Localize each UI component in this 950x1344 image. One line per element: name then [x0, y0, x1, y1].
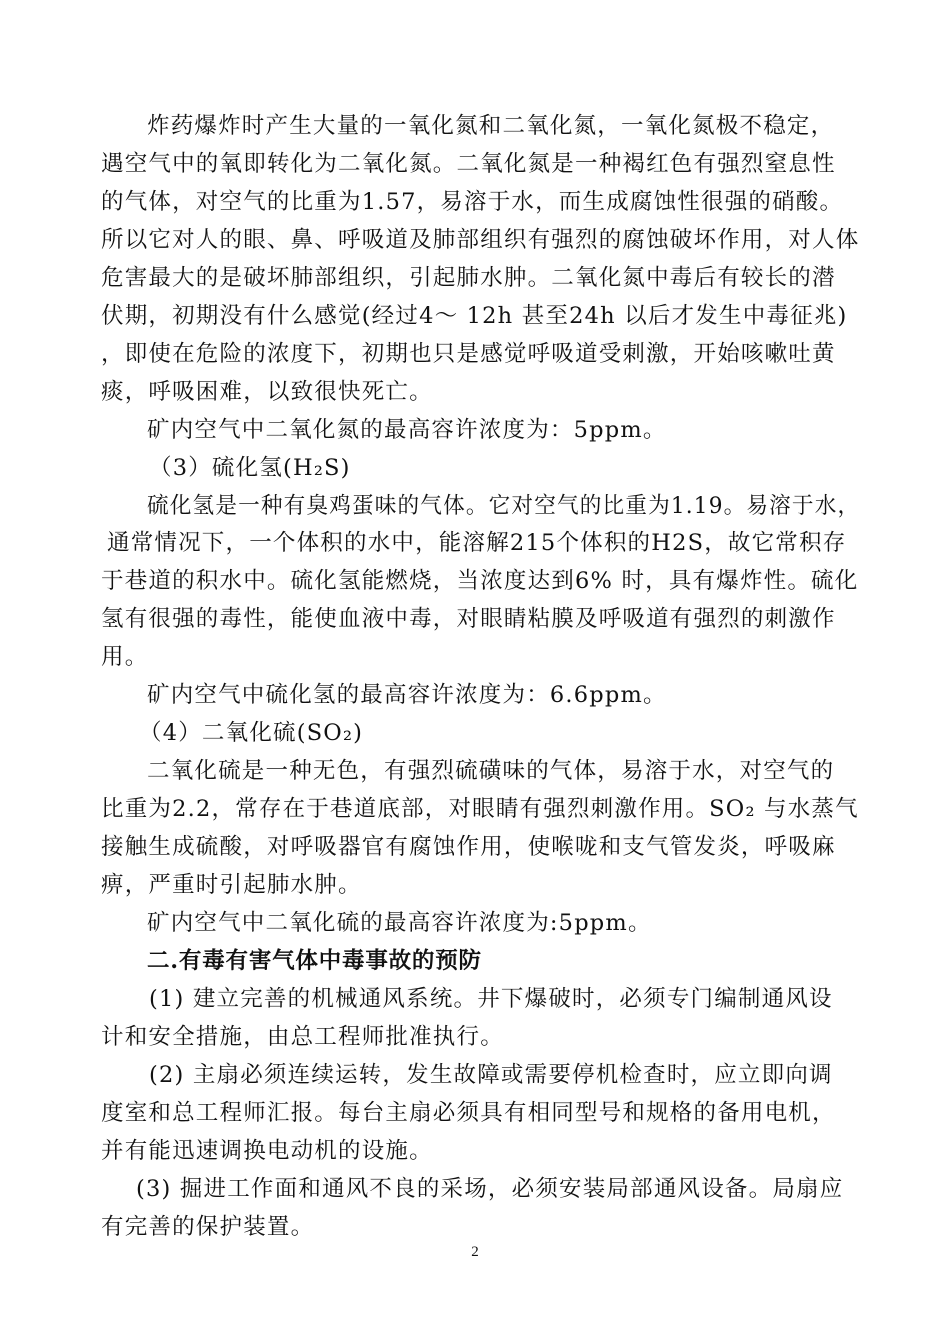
section-heading: （3）硫化氢(H₂S) [149, 455, 351, 481]
text-line: (3) 掘进工作面和通风不良的采场，必须安装局部通风设备。局扇应 [136, 1176, 844, 1202]
text-line: 矿内空气中二氧化氮的最高容许浓度为：5ppm。 [147, 417, 667, 443]
text-line: 于巷道的积水中。硫化氢能燃烧，当浓度达到6% 时，具有爆炸性。硫化 [101, 568, 859, 594]
text-line: 危害最大的是破坏肺部组织，引起肺水肿。二氧化氮中毒后有较长的潜 [101, 265, 836, 291]
text-line: 硫化氢是一种有臭鸡蛋味的气体。它对空气的比重为1.19。易溶于水， [147, 493, 861, 519]
text-line: 遇空气中的氧即转化为二氧化氮。二氧化氮是一种褐红色有强烈窒息性 [101, 151, 836, 177]
text-line: 比重为2.2，常存在于巷道底部，对眼睛有强烈刺激作用。SO₂ 与水蒸气 [101, 796, 859, 822]
text-line: 二氧化硫是一种无色，有强烈硫磺味的气体，易溶于水，对空气的 [147, 758, 835, 784]
text-line: 计和安全措施，由总工程师批准执行。 [101, 1024, 504, 1050]
text-line: 氢有很强的毒性，能使血液中毒，对眼睛粘膜及呼吸道有强烈的刺激作 [101, 606, 836, 632]
section-heading: （4）二氧化硫(SO₂) [139, 720, 364, 746]
text-line: 矿内空气中二氧化硫的最高容许浓度为:5ppm。 [147, 910, 652, 936]
text-line: 有完善的保护装置。 [101, 1214, 315, 1240]
text-line: 接触生成硫酸，对呼吸器官有腐蚀作用，使喉咙和支气管发炎，呼吸麻 [101, 834, 836, 860]
text-line: 伏期，初期没有什么感觉(经过4～ 12h 甚至24h 以后才发生中毒征兆) [101, 303, 848, 329]
text-line: (1) 建立完善的机械通风系统。井下爆破时，必须专门编制通风设 [149, 986, 833, 1012]
text-line: (2) 主扇必须连续运转，发生故障或需要停机检查时，应立即向调 [149, 1062, 833, 1088]
text-line: 痹，严重时引起肺水肿。 [101, 872, 362, 898]
text-line: 并有能迅速调换电动机的设施。 [101, 1138, 433, 1164]
text-line: ，即使在危险的浓度下，初期也只是感觉呼吸道受刺激，开始咳嗽吐黄 [101, 341, 836, 367]
text-line: 通常情况下，一个体积的水中，能溶解215个体积的H2S，故它常积存 [107, 530, 847, 556]
text-line: 所以它对人的眼、鼻、呼吸道及肺部组织有强烈的腐蚀破坏作用，对人体 [101, 227, 860, 253]
text-line: 用。 [101, 644, 149, 670]
text-line: 的气体，对空气的比重为1.57，易溶于水，而生成腐蚀性很强的硝酸。 [101, 189, 844, 215]
text-line: 矿内空气中硫化氢的最高容许浓度为：6.6ppm。 [147, 682, 667, 708]
text-line: 痰，呼吸困难，以致很快死亡。 [101, 379, 433, 405]
section-title: 二.有毒有害气体中毒事故的预防 [147, 948, 482, 974]
text-line: 度室和总工程师汇报。每台主扇必须具有相同型号和规格的备用电机， [101, 1100, 836, 1126]
page-number: 2 [471, 1244, 479, 1260]
text-line: 炸药爆炸时产生大量的一氧化氮和二氧化氮，一氧化氮极不稳定， [147, 113, 835, 139]
